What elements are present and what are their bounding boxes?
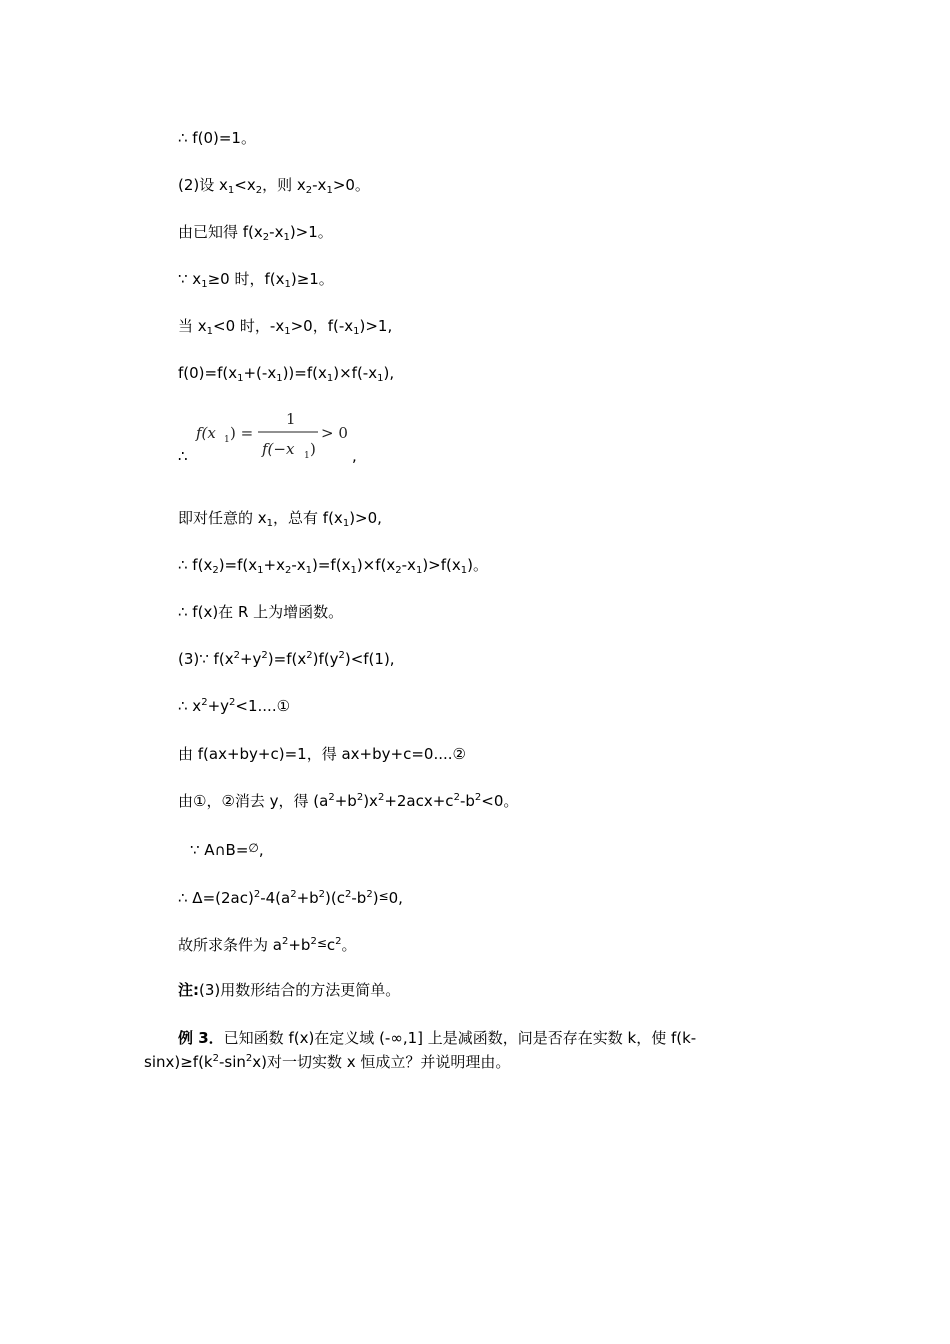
line-ineq-1 xyxy=(178,696,290,716)
text-fragment: -sin xyxy=(218,1053,246,1071)
text-fragment: +x xyxy=(263,556,285,574)
subscript: 1 xyxy=(415,565,423,576)
subscript: 1 xyxy=(460,565,468,576)
text-fragment: )>1。 xyxy=(289,223,333,241)
superscript: 2 xyxy=(335,936,342,947)
line-x1-nonneg xyxy=(178,269,334,289)
superscript: 2 xyxy=(212,1053,219,1064)
text: ∴ f(0)=1。 xyxy=(178,129,256,147)
formula-den-sub: 1 xyxy=(304,451,310,461)
subscript: 1 xyxy=(276,373,283,384)
formula-numerator: 1 xyxy=(286,410,296,428)
subscript: 1 xyxy=(284,326,291,337)
subscript: 1 xyxy=(283,232,290,243)
text-fragment: f(0)=f(x xyxy=(178,364,238,382)
text-fragment: -x xyxy=(312,176,327,194)
superscript: 2 xyxy=(253,889,261,900)
text-fragment: ), xyxy=(383,364,395,382)
fraction-formula-image xyxy=(178,405,378,465)
formula-lhs: f(x xyxy=(196,424,216,442)
superscript: 2 xyxy=(261,650,268,661)
subscript: 2 xyxy=(305,185,313,196)
superscript: 2 xyxy=(345,889,352,900)
text-fragment: 当 x xyxy=(178,317,207,335)
line-fx2-greater xyxy=(178,555,488,575)
line-condition xyxy=(178,933,357,955)
subscript: 1 xyxy=(377,373,384,384)
text-fragment: -b xyxy=(459,792,475,810)
formula-trailing-comma: , xyxy=(352,447,357,465)
superscript: 2 xyxy=(310,936,317,947)
text-fragment: )<f(1), xyxy=(344,650,395,668)
text-fragment: ，则 x xyxy=(262,176,306,194)
subscript: 1 xyxy=(350,565,357,576)
text-fragment: 即对任意的 x xyxy=(178,509,267,527)
text-fragment: )>0, xyxy=(349,509,382,527)
superscript: 2 xyxy=(453,792,460,803)
text-fragment: )=f(x xyxy=(312,556,351,574)
text-fragment: <1....① xyxy=(235,697,291,715)
superscript: 2 xyxy=(328,792,335,803)
subscript: 2 xyxy=(262,232,270,243)
line-eq-2 xyxy=(178,744,466,764)
text-fragment: , xyxy=(258,841,264,859)
text-fragment: ≤ xyxy=(378,889,389,903)
subscript: 2 xyxy=(395,565,402,576)
note-label: 注: xyxy=(178,981,199,999)
line-example3-second xyxy=(144,1052,510,1072)
text-fragment: ∅ xyxy=(248,841,259,855)
subscript: 2 xyxy=(284,565,292,576)
superscript: 2 xyxy=(366,889,373,900)
subscript: 1 xyxy=(206,326,214,337)
text-fragment: )>1, xyxy=(359,317,393,335)
text-fragment: 由 f(ax+by+c)=1，得 ax+by+c=0....② xyxy=(178,745,466,763)
superscript: 2 xyxy=(338,650,345,661)
superscript: 2 xyxy=(377,792,385,803)
text-fragment: )=f(x xyxy=(218,556,258,574)
text-fragment: <0 时，-x xyxy=(213,317,285,335)
formula-rhs: > 0 xyxy=(321,424,348,442)
text-fragment: +(-x xyxy=(243,364,277,382)
text-fragment: (2)设 x xyxy=(178,176,228,194)
superscript: 2 xyxy=(281,936,289,947)
subscript: 1 xyxy=(326,373,334,384)
line-part2-assume xyxy=(178,175,370,195)
text-fragment: )f(y xyxy=(312,650,339,668)
subscript: 1 xyxy=(201,279,208,290)
line-discriminant xyxy=(178,886,403,908)
line-f0-product xyxy=(178,363,394,383)
text-fragment: >0。 xyxy=(332,176,370,194)
text-fragment: x)对一切实数 x 恒成立？并说明理由。 xyxy=(252,1053,511,1071)
text-fragment: c xyxy=(326,936,336,954)
text-fragment: ∴ f(x xyxy=(178,556,213,574)
text-fragment: )=f(x xyxy=(267,650,307,668)
text-fragment: ≥0 时，f(x xyxy=(207,270,285,288)
line-f0-equals-1 xyxy=(178,128,256,148)
superscript: 2 xyxy=(201,697,208,708)
formula-lhs-close: ) = xyxy=(230,424,254,442)
subscript: 2 xyxy=(255,185,263,196)
text-fragment: )。 xyxy=(467,556,488,574)
formula-lhs-sub: 1 xyxy=(224,435,230,445)
text-fragment: >0，f(-x xyxy=(290,317,354,335)
superscript: 2 xyxy=(229,697,236,708)
text-fragment: +b xyxy=(288,936,311,954)
text-fragment: ∴ f(x)在 R 上为增函数。 xyxy=(178,603,344,621)
subscript: 1 xyxy=(266,518,274,529)
superscript: 2 xyxy=(356,792,364,803)
subscript: 1 xyxy=(284,279,291,290)
text-fragment: +2acx+c xyxy=(384,792,454,810)
line-empty-intersection xyxy=(190,838,264,860)
text-fragment: <x xyxy=(234,176,256,194)
subscript: 1 xyxy=(227,185,235,196)
subscript: 1 xyxy=(342,518,350,529)
superscript: 2 xyxy=(306,650,313,661)
text-fragment: ))=f(x xyxy=(282,364,327,382)
text-fragment: <0。 xyxy=(481,792,519,810)
text-fragment: )>f(x xyxy=(422,556,461,574)
line-note xyxy=(178,980,400,1000)
text-fragment: )×f(-x xyxy=(333,364,378,382)
text-fragment: 故所求条件为 a xyxy=(178,936,282,954)
superscript: 2 xyxy=(474,792,482,803)
subscript: 2 xyxy=(212,565,219,576)
example3-label: 例 3． xyxy=(178,1029,224,1047)
line-example3-first xyxy=(178,1028,696,1048)
text-fragment: -4(a xyxy=(260,889,291,907)
line-part3 xyxy=(178,649,395,669)
subscript: 1 xyxy=(326,185,333,196)
text-fragment: ∴ Δ=(2ac) xyxy=(178,889,254,907)
text-fragment: (3)∵ f(x xyxy=(178,650,234,668)
text-fragment: 由已知得 f(x xyxy=(178,223,263,241)
text-fragment: +y xyxy=(239,650,262,668)
text-fragment: +b xyxy=(334,792,357,810)
text-fragment: -x xyxy=(401,556,416,574)
formula-den-close: ) xyxy=(310,440,316,458)
superscript: 2 xyxy=(233,650,240,661)
subscript: 1 xyxy=(237,373,244,384)
text-fragment: ≤ xyxy=(316,936,327,950)
example3-text-1: 已知函数 f(x)在定义域 (-∞,1] 上是减函数，问是否存在实数 k，使 f(k- xyxy=(223,1029,697,1047)
line-for-any-x1 xyxy=(178,508,382,528)
subscript: 1 xyxy=(353,326,360,337)
superscript: 2 xyxy=(318,889,326,900)
text-fragment: )x xyxy=(363,792,378,810)
text-fragment: ∵ A∩B= xyxy=(190,841,249,859)
text-fragment: +y xyxy=(207,697,230,715)
text-fragment: -x xyxy=(291,556,306,574)
text-fragment: -x xyxy=(269,223,284,241)
text-fragment: 由①，②消去 y，得 (a xyxy=(178,792,329,810)
superscript: 2 xyxy=(245,1053,253,1064)
line-increasing xyxy=(178,602,343,622)
text-fragment: )(c xyxy=(325,889,345,907)
text-fragment: sinx)≥f(k xyxy=(144,1053,213,1071)
line-known xyxy=(178,222,333,242)
text-fragment: -b xyxy=(351,889,367,907)
text-fragment: )≥1。 xyxy=(290,270,334,288)
text-fragment: 。 xyxy=(341,936,357,954)
text-fragment: ) xyxy=(372,889,379,907)
superscript: 2 xyxy=(290,889,297,900)
line-x1-negative xyxy=(178,316,392,336)
text-fragment: ∴ x xyxy=(178,697,202,715)
line-eliminate-y xyxy=(178,791,518,811)
note-text: (3)用数形结合的方法更简单。 xyxy=(199,981,401,999)
subscript: 1 xyxy=(305,565,313,576)
text-fragment: ，总有 f(x xyxy=(273,509,343,527)
formula-denominator: f(−x xyxy=(262,440,295,458)
fraction-formula xyxy=(178,405,378,465)
text-fragment: )×f(x xyxy=(356,556,396,574)
text-fragment: +b xyxy=(296,889,319,907)
text-fragment: ∵ x xyxy=(178,270,202,288)
therefore-symbol: ∴ xyxy=(178,447,188,465)
text-fragment: 0, xyxy=(388,889,403,907)
subscript: 1 xyxy=(257,565,264,576)
